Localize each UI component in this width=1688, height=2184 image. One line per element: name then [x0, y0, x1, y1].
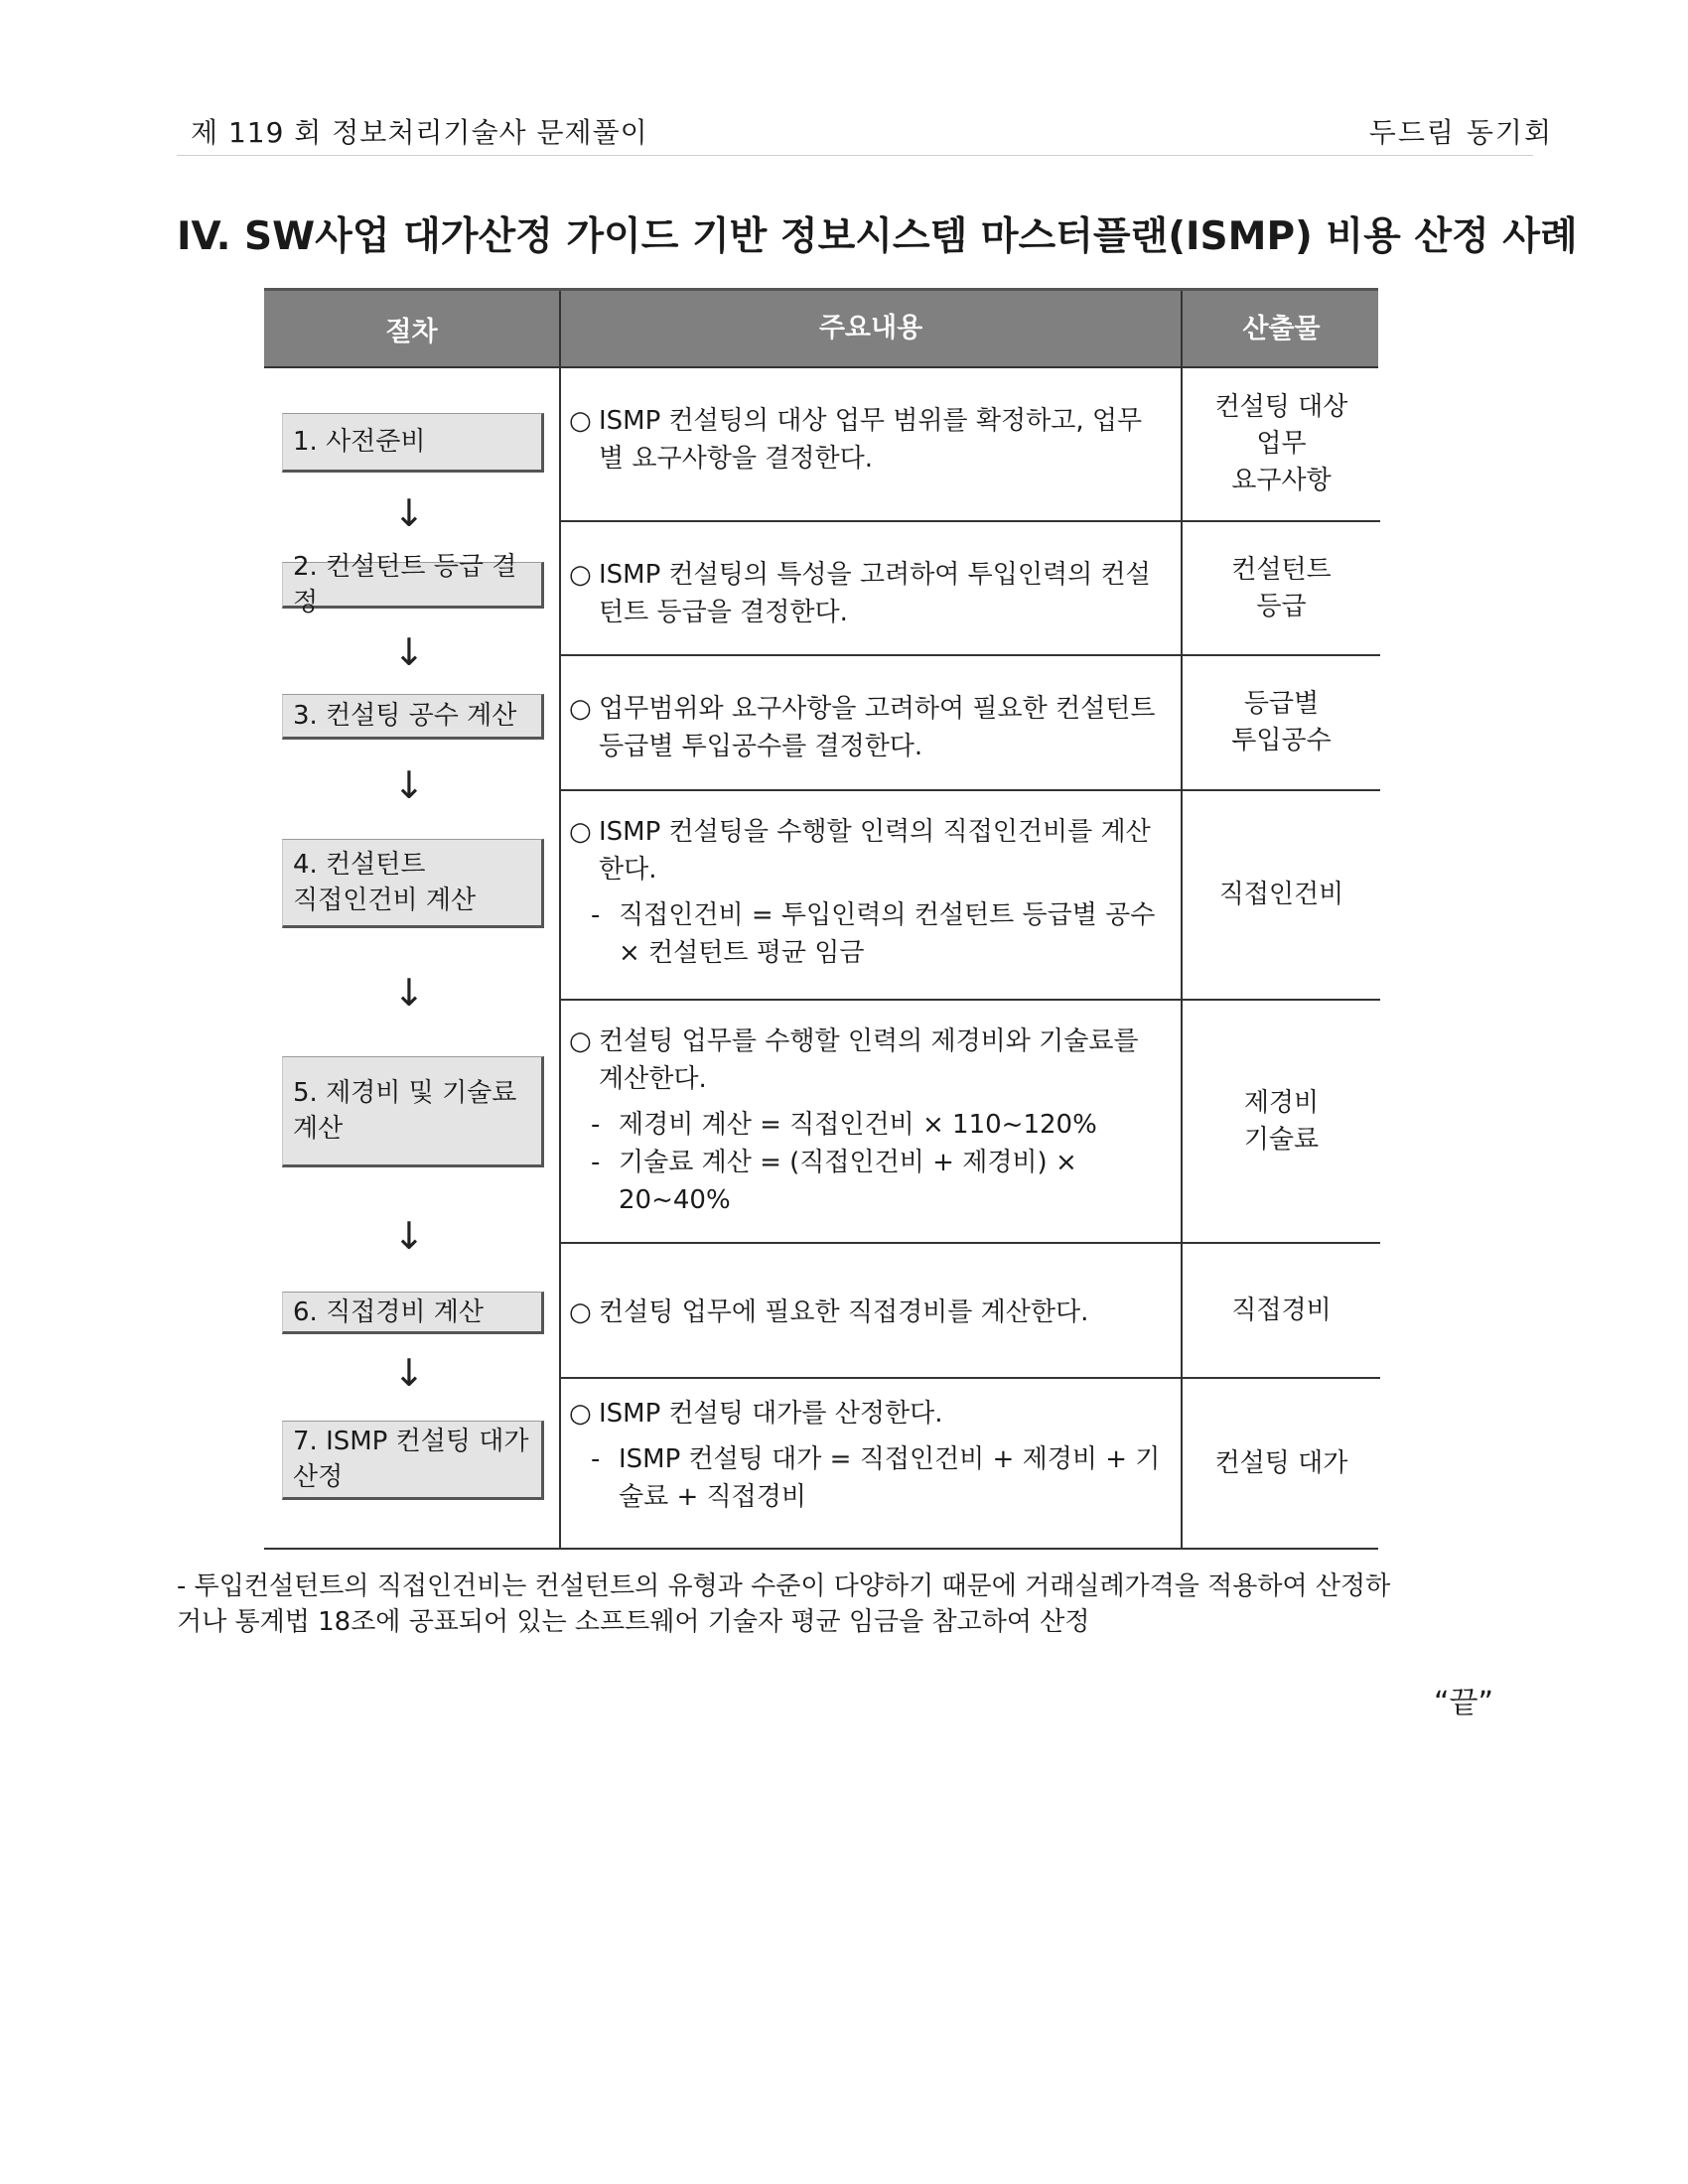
- bullet-circle-icon: ○: [569, 817, 592, 847]
- output-cell: 등급별 투입공수: [1181, 654, 1380, 789]
- content-text: ISMP 컨설팅의 특성을 고려하여 투입인력의 컨설턴트 등급을 결정한다.: [599, 560, 1151, 627]
- formula-list: [569, 896, 1167, 972]
- procedure-cell: [264, 1242, 559, 1395]
- content-bullet: [569, 402, 1167, 478]
- content-cell: [559, 1242, 1181, 1377]
- bullet-circle-icon: ○: [569, 560, 592, 590]
- formula-list: [569, 1106, 1167, 1219]
- procedure-cell: [264, 789, 559, 1015]
- content-cell: [559, 654, 1181, 789]
- content-bullet: [569, 556, 1167, 631]
- content-bullet: [569, 813, 1167, 888]
- end-mark: “끝”: [1434, 1686, 1494, 1720]
- table-row: [264, 1377, 1378, 1548]
- flow-arrow-icon: ↓: [393, 763, 425, 807]
- table-header-row: [264, 288, 1378, 368]
- content-text: 업무범위와 요구사항을 고려하여 필요한 컨설턴트 등급별 투입공수를 결정한다.: [599, 694, 1156, 761]
- content-cell: [559, 789, 1181, 999]
- content-bullet: [569, 690, 1167, 765]
- flow-arrow-icon: ↓: [393, 971, 425, 1015]
- table-row: [264, 1242, 1378, 1395]
- flow-arrow-icon: ↓: [393, 1214, 425, 1258]
- procedure-cell: [264, 654, 559, 807]
- content-bullet: [569, 1023, 1167, 1098]
- content-text: ISMP 컨설팅의 대상 업무 범위를 확정하고, 업무별 요구사항을 결정한다.: [599, 406, 1143, 474]
- output-cell: 컨설턴트 등급: [1181, 520, 1380, 654]
- formula-item: [591, 1440, 1167, 1516]
- formula-text: 기술료 계산 = (직접인건비 + 제경비) × 20~40%: [619, 1148, 1077, 1215]
- dash-marker: -: [591, 1148, 601, 1177]
- dash-marker: -: [591, 1110, 601, 1140]
- content-text: 컨설팅 업무를 수행할 인력의 제경비와 기술료를 계산한다.: [599, 1026, 1139, 1094]
- procedure-step-box: 2. 컨설턴트 등급 결정: [282, 562, 544, 609]
- dash-marker: -: [591, 1444, 601, 1474]
- bullet-circle-icon: ○: [569, 406, 592, 436]
- flow-arrow-icon: ↓: [393, 630, 425, 674]
- bullet-circle-icon: ○: [569, 1297, 592, 1327]
- procedure-step-box: 7. ISMP 컨설팅 대가 산정: [282, 1421, 544, 1500]
- procedure-step-box: 5. 제경비 및 기술료 계산: [282, 1056, 544, 1167]
- content-text: 컨설팅 업무에 필요한 직접경비를 계산한다.: [599, 1297, 1089, 1327]
- formula-list: [569, 1440, 1167, 1516]
- header-group-name: 두드림 동기회: [1368, 116, 1553, 149]
- bullet-circle-icon: ○: [569, 694, 592, 724]
- formula-text: ISMP 컨설팅 대가 = 직접인건비 + 제경비 + 기술료 + 직접경비: [619, 1444, 1161, 1512]
- formula-item: [591, 1106, 1167, 1144]
- footnote: - 투입컨설턴트의 직접인건비는 컨설턴트의 유형과 수준이 다양하기 때문에 거래실례가격을 적용하여 산정하거나 통계법 18조에 공표되어 있는 소프트웨어 기술자 평균 임금을 참고하여 산정: [177, 1571, 1391, 1637]
- ismp-cost-table: [264, 288, 1378, 1550]
- table-row: [264, 520, 1378, 674]
- flow-arrow-icon: ↓: [393, 1351, 425, 1395]
- bullet-circle-icon: ○: [569, 1399, 592, 1429]
- output-cell: 컨설팅 대상 업무 요구사항: [1181, 368, 1380, 520]
- procedure-step-box: 6. 직접경비 계산: [282, 1292, 544, 1334]
- procedure-cell: [264, 368, 559, 535]
- content-cell: [559, 520, 1181, 654]
- table-body: [264, 368, 1378, 1548]
- procedure-cell: [264, 1377, 559, 1548]
- section-title: IV. SW사업 대가산정 가이드 기반 정보시스템 마스터플랜(ISMP) 비용 산정 사례: [177, 214, 1578, 259]
- content-cell: [559, 368, 1181, 520]
- output-cell: 컨설팅 대가: [1181, 1377, 1380, 1548]
- content-cell: [559, 1377, 1181, 1548]
- output-cell: 직접인건비: [1181, 789, 1380, 999]
- formula-item: [591, 1144, 1167, 1219]
- header-procedure: 절차: [385, 316, 438, 347]
- table-row: [264, 654, 1378, 807]
- formula-item: [591, 896, 1167, 972]
- procedure-step-box: 4. 컨설턴트 직접인건비 계산: [282, 839, 544, 928]
- header-divider: [177, 155, 1533, 156]
- procedure-cell: [264, 520, 559, 674]
- content-text: ISMP 컨설팅 대가를 산정한다.: [599, 1399, 943, 1429]
- content-bullet: [569, 1395, 1167, 1433]
- output-cell: 제경비 기술료: [1181, 999, 1380, 1242]
- header-content: 주요내용: [559, 291, 1181, 366]
- output-cell: 직접경비: [1181, 1242, 1380, 1377]
- procedure-step-box: 3. 컨설팅 공수 계산: [282, 694, 544, 740]
- formula-text: 제경비 계산 = 직접인건비 × 110~120%: [619, 1110, 1097, 1140]
- content-text: ISMP 컨설팅을 수행할 인력의 직접인건비를 계산한다.: [599, 817, 1151, 885]
- formula-text: 직접인건비 = 투입인력의 컨설턴트 등급별 공수 × 컨설턴트 평균 임금: [619, 900, 1156, 968]
- content-bullet: [569, 1294, 1167, 1331]
- flow-arrow-icon: ↓: [393, 491, 425, 535]
- table-row: [264, 789, 1378, 1015]
- procedure-cell: [264, 999, 559, 1258]
- table-row: [264, 999, 1378, 1258]
- header-output: 산출물: [1181, 291, 1380, 366]
- procedure-step-box: 1. 사전준비: [282, 413, 544, 473]
- dash-marker: -: [591, 900, 601, 930]
- bullet-circle-icon: ○: [569, 1026, 592, 1056]
- content-cell: [559, 999, 1181, 1242]
- table-row: [264, 368, 1378, 535]
- header-title: 제 119 회 정보처리기술사 문제풀이: [191, 116, 648, 149]
